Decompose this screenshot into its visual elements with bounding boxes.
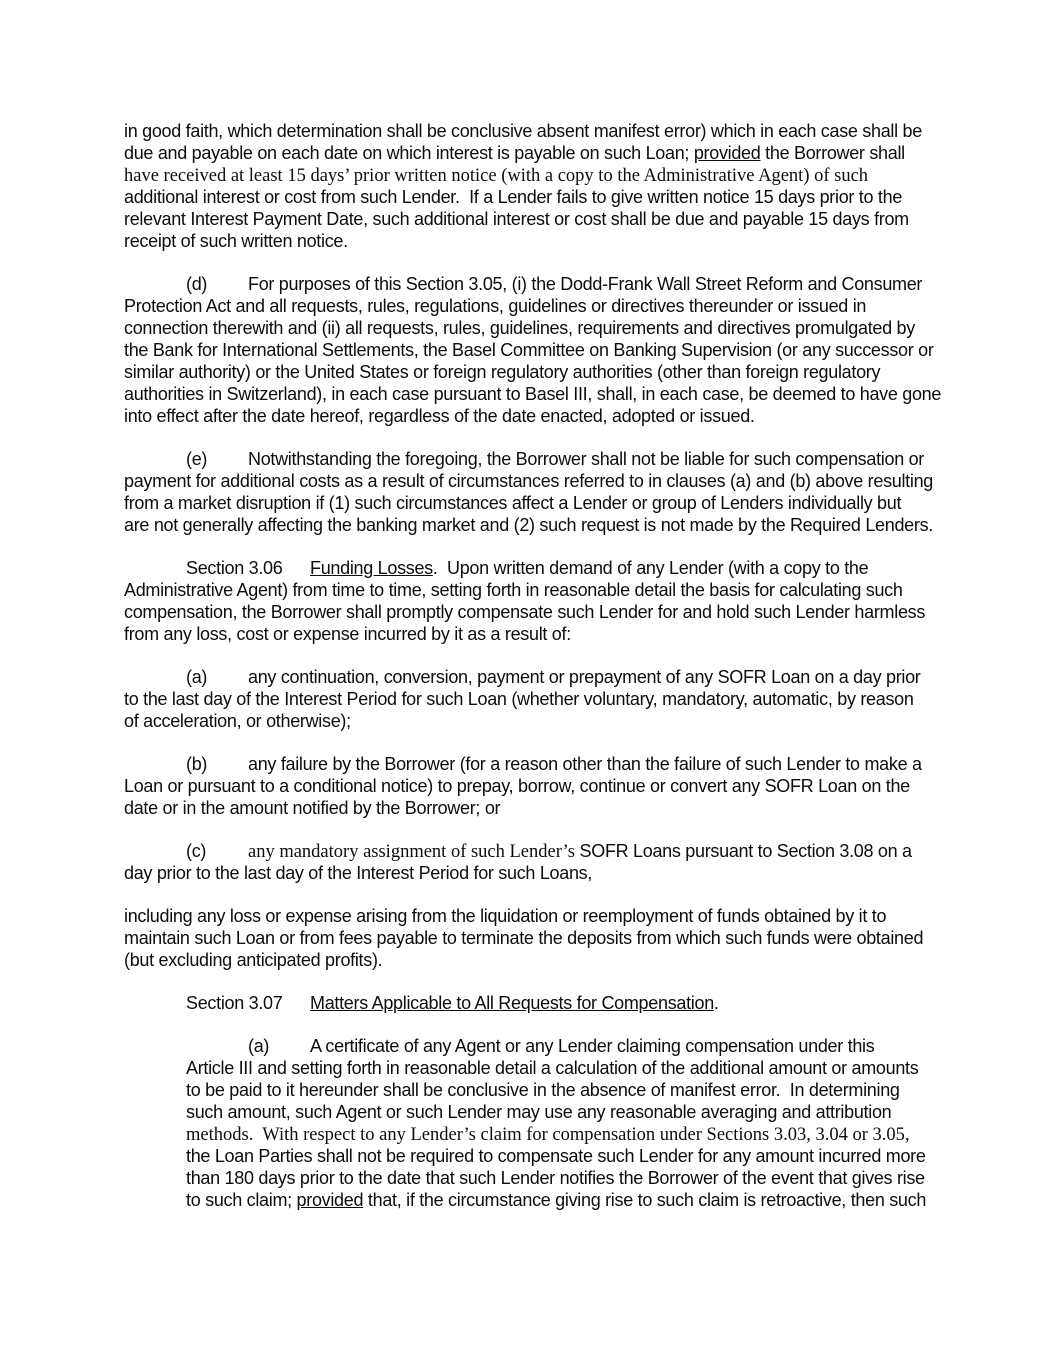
- text-line: [124, 186, 1055, 208]
- text-line: [186, 1035, 1055, 1057]
- text-run: .: [713, 993, 719, 1013]
- text-line: [124, 797, 1055, 819]
- section-3-07-matters-applicable: [124, 992, 1055, 1014]
- text-run: that, if the circumstance giving rise to such claim is retroactive, then such: [363, 1190, 927, 1210]
- text-line: [124, 862, 1055, 884]
- text-line: [186, 1145, 1055, 1167]
- text-run: of acceleration, or otherwise);: [124, 711, 351, 731]
- text-line: [124, 405, 1055, 427]
- text-run: similar authority) or the United States or foreign regulatory authorities (other than foreign regulatory: [124, 362, 881, 382]
- paragraph-label: (a): [248, 1036, 270, 1056]
- text-line: [124, 905, 1055, 927]
- text-run: methods. With respect to any Lender’s claim for compensation under Sections 3.03, 3.04 or 3.05,: [186, 1125, 910, 1145]
- section-3-06-funding-losses: [124, 557, 1055, 645]
- text-run: are not generally affecting the banking market and (2) such request is not made by the Required Lenders.: [124, 515, 933, 535]
- paragraph-d: [124, 273, 1055, 427]
- text-run: to such claim;: [186, 1190, 297, 1210]
- paragraph-label: (c): [186, 841, 207, 861]
- paragraph-label: (d): [186, 274, 208, 294]
- text-run: the Bank for International Settlements, the Basel Committee on Banking Supervision (or any successor or: [124, 340, 934, 360]
- text-run: Article III and setting forth in reasonable detail a calculation of the additional amount or amounts: [186, 1058, 919, 1078]
- text-line: [124, 448, 1055, 470]
- paragraph-3-06-c: [124, 840, 1055, 884]
- text-line: [124, 361, 1055, 383]
- text-run: Notwithstanding the foregoing, the Borrower shall not be liable for such compensation or: [248, 449, 925, 469]
- text-line: [124, 710, 1055, 732]
- underlined-text-run: provided: [693, 143, 761, 163]
- paragraph-3-06-b: [124, 753, 1055, 819]
- text-run: relevant Interest Payment Date, such additional interest or cost shall be due and payable 15 days from: [124, 209, 909, 229]
- text-run: date or in the amount notified by the Borrower; or: [124, 798, 501, 818]
- underlined-text-run: provided: [296, 1190, 364, 1210]
- text-run: Protection Act and all requests, rules, regulations, guidelines or directives thereunder or issued in: [124, 296, 867, 316]
- paragraph-label: (b): [186, 754, 208, 774]
- paragraph-3-07-a: [186, 1035, 1055, 1211]
- text-line: [124, 927, 1055, 949]
- paragraph-label: (a): [186, 667, 208, 687]
- text-line: [186, 1123, 1055, 1145]
- text-line: [124, 142, 1055, 164]
- text-run: the Borrower shall: [760, 143, 905, 163]
- text-line: [186, 1167, 1055, 1189]
- text-run: to the last day of the Interest Period for such Loan (whether voluntary, mandatory, automatic, by reason: [124, 689, 914, 709]
- text-run: due and payable on each date on which interest is payable on such Loan;: [124, 143, 694, 163]
- text-line: [124, 688, 1055, 710]
- text-line: [124, 470, 1055, 492]
- text-run: Administrative Agent) from time to time, setting forth in reasonable detail the basis for calculating such: [124, 580, 903, 600]
- text-line: [124, 164, 1055, 186]
- text-line: [124, 775, 1055, 797]
- text-run: connection therewith and (ii) all requests, rules, guidelines, requirements and directives promulgated by: [124, 318, 915, 338]
- text-run: receipt of such written notice.: [124, 231, 348, 251]
- text-line: [186, 1189, 1055, 1211]
- document-body: [124, 120, 1055, 1211]
- text-line: [124, 992, 1055, 1014]
- text-run: from a market disruption if (1) such circumstances affect a Lender or group of Lenders individually but: [124, 493, 902, 513]
- text-run: payment for additional costs as a result of circumstances referred to in clauses (a) and (b) above resulting: [124, 471, 934, 491]
- text-run: A certificate of any Agent or any Lender claiming compensation under this: [310, 1036, 875, 1056]
- text-line: [124, 666, 1055, 688]
- paragraph-label: Section 3.06: [186, 558, 283, 578]
- paragraph-label: Section 3.07: [186, 993, 283, 1013]
- underlined-text-run: Matters Applicable to All Requests for Compensation: [310, 993, 714, 1013]
- text-run: For purposes of this Section 3.05, (i) the Dodd-Frank Wall Street Reform and Consumer: [248, 274, 923, 294]
- text-run: authorities in Switzerland), in each case pursuant to Basel III, shall, in each case, be deemed to have gone: [124, 384, 942, 404]
- text-run: have received at least 15 days’ prior written notice (with a copy to the Administrative Agent) of such: [124, 166, 869, 186]
- text-line: [124, 492, 1055, 514]
- paragraph-e: [124, 448, 1055, 536]
- text-run: from any loss, cost or expense incurred by it as a result of:: [124, 624, 571, 644]
- text-line: [124, 273, 1055, 295]
- text-run: any mandatory assignment of such Lender’s: [248, 842, 580, 862]
- text-run: including any loss or expense arising from the liquidation or reemployment of funds obtained by it to: [124, 906, 887, 926]
- text-line: [124, 317, 1055, 339]
- text-line: [186, 1079, 1055, 1101]
- text-run: maintain such Loan or from fees payable to terminate the deposits from which such funds were obtained: [124, 928, 924, 948]
- text-run: in good faith, which determination shall be conclusive absent manifest error) which in each case shall be: [124, 121, 922, 141]
- text-line: [124, 840, 1055, 862]
- paragraph-continuation-3-05: [124, 120, 1055, 252]
- text-line: [124, 623, 1055, 645]
- text-run: any failure by the Borrower (for a reason other than the failure of such Lender to make a: [248, 754, 922, 774]
- text-run: . Upon written demand of any Lender (with a copy to the: [432, 558, 869, 578]
- text-run: any continuation, conversion, payment or prepayment of any SOFR Loan on a day prior: [248, 667, 921, 687]
- text-line: [124, 601, 1055, 623]
- text-run: to be paid to it hereunder shall be conclusive in the absence of manifest error. In determining: [186, 1080, 900, 1100]
- text-line: [186, 1057, 1055, 1079]
- text-run: additional interest or cost from such Lender. If a Lender fails to give written notice 15 days prior to the: [124, 187, 903, 207]
- text-run: than 180 days prior to the date that such Lender notifies the Borrower of the event that gives rise: [186, 1168, 925, 1188]
- text-run: (but excluding anticipated profits).: [124, 950, 383, 970]
- paragraph-label: (e): [186, 449, 208, 469]
- text-run: such amount, such Agent or such Lender may use any reasonable averaging and attribution: [186, 1102, 892, 1122]
- paragraph-3-06-a: [124, 666, 1055, 732]
- text-line: [124, 230, 1055, 252]
- text-line: [124, 208, 1055, 230]
- text-line: [124, 753, 1055, 775]
- underlined-text-run: Funding Losses: [310, 558, 433, 578]
- text-run: day prior to the last day of the Interest Period for such Loans,: [124, 863, 593, 883]
- text-run: SOFR Loans pursuant to Section 3.08 on a: [579, 841, 912, 861]
- text-run: Loan or pursuant to a conditional notice) to prepay, borrow, continue or convert any SOFR Loan on the: [124, 776, 910, 796]
- text-line: [124, 339, 1055, 361]
- paragraph-3-06-closing: [124, 905, 1055, 971]
- text-line: [124, 557, 1055, 579]
- text-line: [124, 295, 1055, 317]
- text-line: [124, 383, 1055, 405]
- text-line: [186, 1101, 1055, 1123]
- text-line: [124, 949, 1055, 971]
- text-line: [124, 514, 1055, 536]
- text-run: the Loan Parties shall not be required to compensate such Lender for any amount incurred more: [186, 1146, 926, 1166]
- text-run: compensation, the Borrower shall promptly compensate such Lender for and hold such Lender harmless: [124, 602, 926, 622]
- text-run: into effect after the date hereof, regardless of the date enacted, adopted or issued.: [124, 406, 755, 426]
- text-line: [124, 120, 1055, 142]
- text-line: [124, 579, 1055, 601]
